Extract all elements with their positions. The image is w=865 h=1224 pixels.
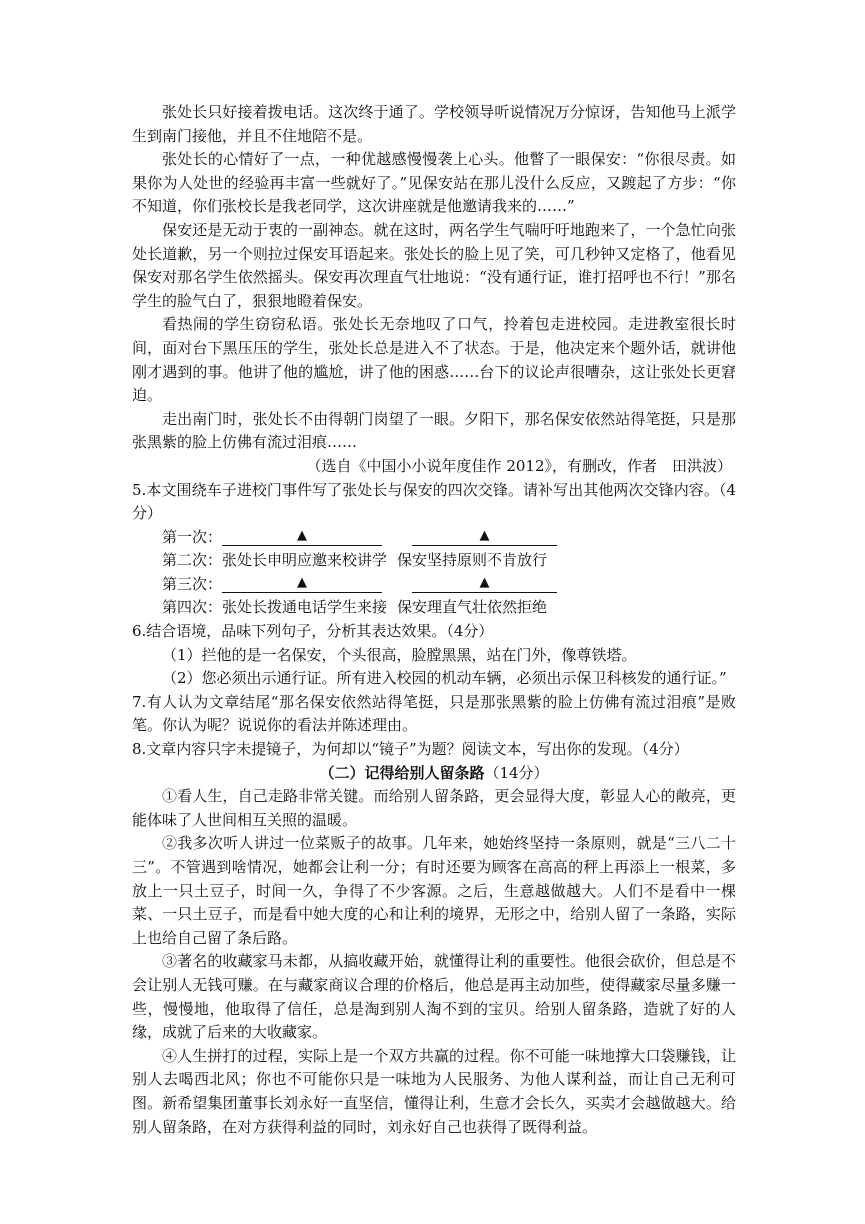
triangle-marker-icon: ▲ [479, 528, 490, 544]
answer-blank[interactable] [412, 574, 557, 593]
paragraph: 看热闹的学生窃窃私语。张处长无奈地叹了口气，拎着包走进校园。走进教室很长时间，面对台下黑压压的学生，张处长总是进入不了状态。于是，他决定来个题外话，就讲他刚才遇到的事。他讲了他的尴尬，讲了他的困惑……台下的议论声很嘈杂，这让张处长更窘迫。 [132, 315, 736, 405]
source-citation: （选自《中国小小说年度佳作 2012》，有删改，作者 田洪波） [306, 456, 732, 475]
section-paragraph: ②我多次听人讲过一位菜贩子的故事。几年来，她始终坚持一条原则，就是“三八二十三”。不管遇到啥情况，她都会让利一分；有时还要为顾客在高高的秤上再添上一根菜，多放上一只土豆子，时间一久，争得了不少客源。之后，生意越做越大。人们不是看中一棵菜、一只土豆子，而是看中她大度的心和让利的境界，无形之中，给别人留了一条路，实际上也给自己留了条后路。 [132, 834, 736, 947]
answer-line-fourth [132, 596, 736, 620]
answer-label: 第二次： [162, 551, 223, 570]
question-7: 7.有人认为文章结尾“那名保安依然站得笔挺，只是那张黑紫的脸上仿佛有流过泪痕”是败笔。你认为呢？说说你的看法并陈述理由。 [132, 692, 736, 735]
section-paragraph: ④人生拼打的过程，实际上是一个双方共赢的过程。你不可能一味地撑大口袋赚钱，让别人去喝西北风；你也不可能你只是一味地为人民服务、为他人谋利益，而让自己无利可图。新希望集团董事长刘永好一直坚信，懂得让利，生意才会长久，买卖才会越做越大。给别人留条路，在对方获得利益的同时，刘永好自己也获得了既得利益。 [132, 1046, 736, 1136]
answer-label: 第一次： [162, 527, 223, 546]
answer-blank[interactable] [222, 527, 382, 546]
answer-text: 保安坚持原则不肯放行 [397, 551, 548, 570]
section-title [132, 762, 736, 786]
answer-text: 保安理直气壮依然拒绝 [397, 598, 548, 617]
triangle-marker-icon: ▲ [297, 575, 308, 591]
answer-line-second [132, 549, 736, 573]
document-body [132, 101, 736, 1139]
answer-label: 第三次： [162, 574, 223, 593]
question-5: 5.本文围绕车子进校门事件写了张处长与保安的四次交锋。请补写出其他两次交锋内容。（4分） [132, 480, 736, 523]
section-paragraph: ③著名的收藏家马未都，从搞收藏开始，就懂得让利的重要性。他很会砍价，但总是不会让别人无钱可赚。在与藏家商议合理的价格后，他总是再主动加些，使得藏家尽量多赚一些，慢慢地，他取得了信任，总是淘到别人淘不到的宝贝。给别人留条路，造就了好的人缘，成就了后来的大收藏家。 [132, 952, 736, 1042]
paragraph: 张处长的心情好了一点，一种优越感慢慢袭上心头。他瞥了一眼保安：“你很尽责。如果你为人处世的经验再丰富一些就好了。”见保安站在那儿没什么反应，又踱起了方步：“你不知道，你们张校长是我老同学，这次讲座就是他邀请我来的……” [132, 150, 736, 216]
answer-line-third [132, 573, 736, 597]
answer-label: 第四次： [162, 598, 223, 617]
section-title-text: （二）记得给别人留条路 [319, 763, 485, 782]
answer-blank[interactable] [412, 527, 557, 546]
paragraph: 张处长只好接着拨电话。这次终于通了。学校领导听说情况万分惊讶，告知他马上派学生到南门接他，并且不住地陪不是。 [132, 103, 736, 145]
triangle-marker-icon: ▲ [297, 528, 308, 544]
section-paragraph: ①看人生，自己走路非常关键。而给别人留条路，更会显得大度，彰显人心的敞亮，更能体味了人世间相互关照的温暖。 [132, 787, 736, 829]
answer-text: 张处长申明应邀来校讲学 [222, 551, 388, 570]
question-6-sentence-2: （2）您必须出示通行证。所有进入校园的机动车辆，必须出示保卫科核发的通行证。” [162, 669, 727, 688]
question-6-sentence-1: （1）拦他的是一名保安，个头很高，脸膛黑黑，站在门外，像尊铁塔。 [162, 645, 637, 664]
triangle-marker-icon: ▲ [479, 575, 490, 591]
paragraph: 保安还是无动于衷的一副神态。就在这时，两名学生气喘吁吁地跑来了，一个急忙向张处长道歉，另一个则拉过保安耳语起来。张处长的脸上见了笑，可几秒钟又定格了，他看见保安对那名学生依然摇头。保安再次理直气壮地说：“没有通行证，谁打招呼也不行！”那名学生的脸气白了，狠狠地瞪着保安。 [132, 220, 736, 310]
paragraph: 走出南门时，张处长不由得朝门岗望了一眼。夕阳下，那名保安依然站得笔挺，只是那张黑紫的脸上仿佛有流过泪痕…… [132, 409, 736, 452]
section-points: （14分） [484, 763, 549, 782]
answer-blank[interactable] [222, 574, 382, 593]
answer-line-first [132, 526, 736, 550]
question-8: 8.文章内容只字未提镜子，为何却以“镜子”为题？阅读文本，写出你的发现。（4分） [132, 740, 689, 759]
question-6: 6.结合语境，品味下列句子，分析其表达效果。（4分） [132, 622, 494, 641]
answer-text: 张处长拨通电话学生来接 [222, 598, 388, 617]
